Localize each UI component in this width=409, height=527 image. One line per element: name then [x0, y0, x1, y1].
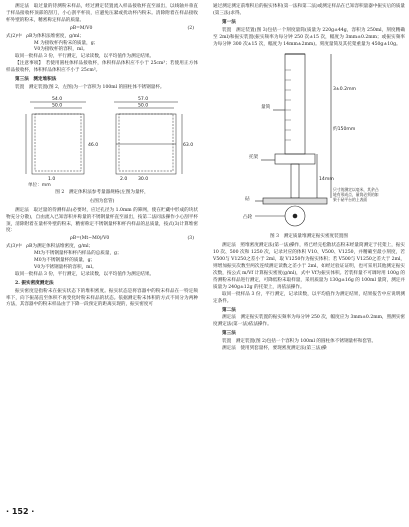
page-number: · 152 · — [6, 507, 35, 516]
section-heading: 第三法 测定堆积法 — [15, 77, 57, 83]
formula-3: ρB=(Mt−M0)/V0 (3) — [70, 236, 194, 242]
figure-caption: 右图为套管) — [89, 198, 115, 204]
section-heading: 第一法 — [222, 19, 236, 25]
svg-text:量筒: 量筒 — [261, 105, 271, 111]
paragraph: 测定法 测定振实装置的振实频率为每分钟 250 次，幅度应为 3mm±0.2mm，照测实密度测定法(第一法)依法操作。 — [213, 315, 405, 328]
paragraph: 取同一批样品 3 份，平行测定，记录读数，以平均值作为测定结果。 — [15, 271, 155, 277]
figure-note: 只寸的测定以毫米，其余凸轮有形成点，量筒必须的如果于砧平台的上表面 — [333, 187, 379, 203]
right-column — [213, 4, 405, 353]
formula-2: ρB=M/V0 (2) — [70, 25, 194, 31]
paragraph: 振实密度是指粉末在振实状态下的堆积密度。振实状态是将容器中的粉末样品在一特定频率下，向下振荡直至体积不再变化时粉末样品的状态。依据测定粉末体积的方式不同分为两种方法，其容器中的粉末样品由于下降一段预定的距离实现的，振实密度可 — [6, 288, 198, 308]
formula-desc: V0为不锈钢量杯的容积，ml。 — [34, 264, 97, 270]
svg-text:46.0: 46.0 — [88, 142, 99, 148]
formula-desc: 式(3)中 ρB为测定体积法堆密度，g/ml； — [6, 244, 94, 250]
section-heading: 第三法 — [222, 331, 236, 337]
paragraph: 测定法 取过量的待测粉末样品，经过测定装置流入样品接收杯直至溢出，以线轴并垂直于样品接收杯顶部的刮刀，小心刮平杯顶，应避免压紧或扰动杯内粉末。清除附着在样品接收杯外壁的粉末，精密称定样品的质量。 — [6, 4, 198, 23]
paragraph: 测定法 照堆密度测定法(第一法)操作，将已经完松散状态粉末经量筒测定于托架上，振实 10 次、500 次和 1250 次，记录对应的体积 V10、V500、V1250，并精确至最小刻度，若 V500与 V1250之差小于 2ml，取 V1250作为振实体积；若 V500与 V1250之差大于 2ml，则增加振实次数至两次连续测定读数之差小于 2ml，如经过验证证明，也可采用其他测定振实次数，按公式 m/Vf 计算振实密度(g/ml)，式中 Vf为振实体积。若装样量不可调时用 100g 的待测粉末样品进行测定，可降低粉末取样量，采用质量为 130g±16g 的 100ml 量筒，测定并质量为 240g±12g 的托架上，再依法操作。 — [213, 243, 405, 290]
paragraph: 取同一批样品 3 份，平行测定，记录读数，以平均值作为测定结果，结果报告中应说明测定条件。 — [213, 291, 405, 304]
svg-text:57.0: 57.0 — [138, 96, 149, 102]
section-heading: 第二法 — [222, 307, 236, 313]
svg-text:托架: 托架 — [249, 155, 259, 161]
formula-desc: Mt为不锈钢量杯和杯内样品的总质量，g； — [34, 251, 122, 257]
paragraph: 装置 测定装置(图 2，左图)为一个容积为 100ml 的圆柱体不锈钢量杯。 — [15, 84, 165, 90]
svg-text:50.0: 50.0 — [138, 103, 149, 109]
svg-text:凸轮: 凸轮 — [243, 215, 253, 221]
figure-caption: 图 3 测定质量堆测定振实密度装置图 — [270, 234, 348, 240]
formula-desc: M 为接收杯内粉末的质量，g； — [34, 40, 99, 46]
svg-text:14mm: 14mm — [319, 177, 334, 183]
svg-text:约150mm: 约150mm — [333, 127, 356, 133]
left-column — [6, 4, 198, 309]
formula-desc: M0为不锈钢量杯的质量，g； — [34, 258, 96, 264]
svg-text:单位：mm: 单位：mm — [28, 182, 51, 188]
formula-desc: V0为接收杯的容积，ml。 — [34, 47, 88, 53]
svg-text:30.0: 30.0 — [138, 176, 149, 182]
svg-text:2.0: 2.0 — [120, 176, 128, 182]
paragraph: 测定法 取过量的待测样品(必要时，应过孔径为 1.0mm 的筛网，使在贮藏中形成的块状物充分分散)，自由流入已知容积并称量的不锈钢量杯直至溢出，按第二法同法操作小心刮平杯顶，清除附着在量杯外壁的粉末，精密称定不锈钢量杯和杯内样品的总质量，按式(3)计算堆密度： — [6, 207, 198, 234]
paragraph: 测定法 使用到套量杯，要现密度测定法(第三法)操 — [222, 346, 327, 352]
paragraph: 装置 测定装置(图 2)包括一个容积为 100ml 的圆柱体不锈钢量杯和套管。 — [222, 339, 377, 345]
svg-text:砧: 砧 — [245, 197, 250, 203]
figure-caption: 图 2 测定体积法参考量器规格(左图为量杯， — [55, 189, 149, 195]
svg-text:1.0: 1.0 — [48, 176, 56, 182]
svg-text:54.0: 54.0 — [52, 96, 63, 102]
note-paragraph: 【注意事项】 若使用圆柱体样品接收杯，体积样品体积应不小于 25cm³；若使用正方体样品接收杯，体积样品体积应不小于 25cm³。 — [6, 61, 198, 74]
formula-desc: 式(2)中 ρB为体积法堆密度，g/ml； — [6, 33, 85, 39]
svg-text:63.0: 63.0 — [183, 142, 194, 148]
figure-3-apparatus — [233, 50, 383, 232]
svg-text:3±0.2mm: 3±0.2mm — [333, 87, 357, 93]
paragraph: 通过测定测定前堆积后的振实体积(第一法和第二法)或测定样品在已知容积量器中振实后的质量(第三法)求得。 — [213, 4, 405, 16]
paragraph: 取同一批样品 3 份，平行测定，记录读数，以平均值作为测定结果。 — [15, 54, 155, 60]
section-heading: 2. 振实密度测定法 — [15, 280, 54, 286]
paragraph: 装置 测定装置(图 3)包括一个刻度量筒(质量为 220g±44g，容积为 250ml，刻度精确至 2ml)和振实装置(振实频率为每分钟 250 次±15 次，幅度为 3mm±0.2mm；或振实频率为每分钟 300 次±15 次，幅度为 14mm±2mm)。刻度量筒及其托架重量为 450g±10g。 — [213, 27, 405, 47]
svg-text:50.0: 50.0 — [52, 103, 63, 109]
figure-2-vessels — [20, 94, 194, 188]
